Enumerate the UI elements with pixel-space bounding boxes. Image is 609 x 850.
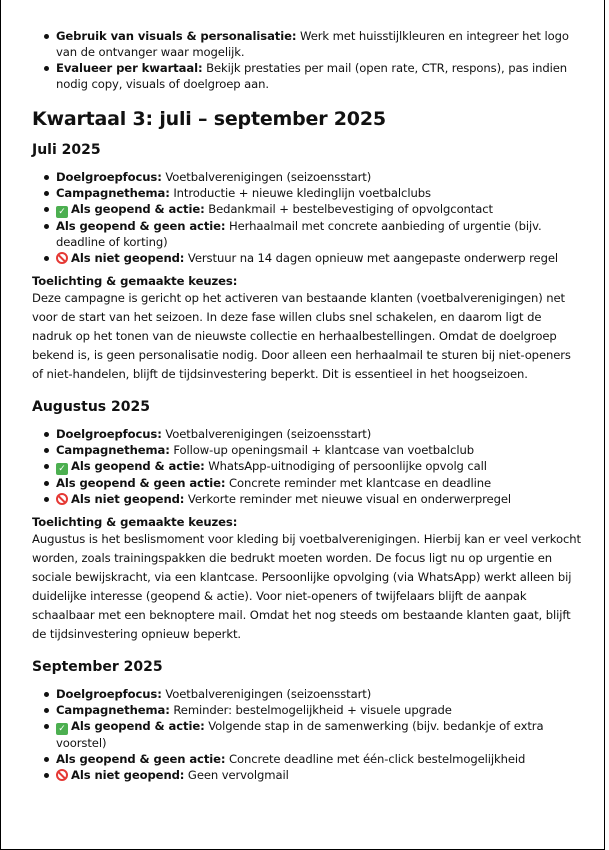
month-section-september xyxy=(32,659,584,783)
list-item: Campagnethema: Introductie + nieuwe kledinglijn voetbalclubs xyxy=(32,185,584,201)
month-heading: Juli 2025 xyxy=(32,142,101,158)
note-paragraph: Augustus is het beslismoment voor kleding bij voetbalverenigingen. Hierbij kan er veel verkocht worden, zoals trainingspakken die bedrukt moeten worden. De focus ligt nu op urgentie en sociale bewijskracht, via een klantcase. Persoonlijke opvolging (via WhatsApp) werkt alleen bij duidelijke interesse (geopend & actie). Voor niet-openers of twijfelaars blijft de aanpak schaalbaar met een beknoptere mail. Omdat het nog steeds om bestaande klanten gaat, blijft de tijdsinvestering opnieuw beperkt. xyxy=(32,532,581,641)
month-list xyxy=(32,686,584,783)
list-item: Als niet geopend: Verstuur na 14 dagen opnieuw met aangepaste onderwerp regel xyxy=(32,250,584,266)
note-paragraph: Deze campagne is gericht op het activeren van bestaande klanten (voetbalverenigingen) net voor de start van het seizoen. In deze fase willen clubs snel schakelen, en daarom ligt de nadruk op het tonen van de nieuwste collectie en herhaalbestellingen. Omdat de doelgroep bekend is, is geen personalisatie nodig. Door alleen een herhaalmail te sturen bij niet-openers of niet-handelen, blijft de tijdsinvestering beperkt. Dit is essentieel in het hoogseizoen. xyxy=(32,291,571,381)
note-heading: Toelichting & gemaakte keuzes: xyxy=(32,274,238,288)
list-item: Doelgroepfocus: Voetbalverenigingen (seizoensstart) xyxy=(32,169,584,185)
list-item: Campagnethema: Reminder: bestelmogelijkheid + visuele upgrade xyxy=(32,702,584,718)
check-icon: ✓ xyxy=(56,463,68,475)
month-heading: September 2025 xyxy=(32,659,163,675)
check-icon: ✓ xyxy=(56,723,68,735)
month-list xyxy=(32,169,584,266)
list-item: ✓ Als geopend & actie: Volgende stap in de samenwerking (bijv. bedankje of extra voorstel) xyxy=(32,718,584,751)
list-item: ✓ Als geopend & actie: Bedankmail + bestelbevestiging of opvolgcontact xyxy=(32,201,584,218)
intro-list xyxy=(32,28,584,92)
no-entry-icon xyxy=(56,769,68,781)
list-item: Doelgroepfocus: Voetbalverenigingen (seizoensstart) xyxy=(32,426,584,442)
list-item: Als niet geopend: Geen vervolgmail xyxy=(32,767,584,783)
list-item: Doelgroepfocus: Voetbalverenigingen (seizoensstart) xyxy=(32,686,584,702)
month-list xyxy=(32,426,584,507)
list-item: Als geopend & geen actie: Concrete reminder met klantcase en deadline xyxy=(32,475,584,491)
month-heading: Augustus 2025 xyxy=(32,399,150,415)
month-section-august xyxy=(32,399,584,644)
quarter-heading: Kwartaal 3: juli – september 2025 xyxy=(32,108,386,130)
list-item: ✓ Als geopend & actie: WhatsApp-uitnodiging of persoonlijke opvolg call xyxy=(32,458,584,475)
no-entry-icon xyxy=(56,252,68,264)
list-item: Evalueer per kwartaal: Bekijk prestaties per mail (open rate, CTR, respons), pas indien nodig copy, visuals of doelgroep aan. xyxy=(32,60,584,92)
month-section-july xyxy=(32,142,584,384)
note-heading: Toelichting & gemaakte keuzes: xyxy=(32,515,238,529)
list-item: Als niet geopend: Verkorte reminder met nieuwe visual en onderwerpregel xyxy=(32,491,584,507)
list-item: Gebruik van visuals & personalisatie: Werk met huisstijlkleuren en integreer het logo van de ontvanger waar mogelijk. xyxy=(32,28,584,60)
no-entry-icon xyxy=(56,493,68,505)
list-item: Als geopend & geen actie: Herhaalmail met concrete aanbieding of urgentie (bijv. deadline of korting) xyxy=(32,218,584,250)
list-item: Als geopend & geen actie: Concrete deadline met één-click bestelmogelijkheid xyxy=(32,751,584,767)
list-item: Campagnethema: Follow-up openingsmail + klantcase van voetbalclub xyxy=(32,442,584,458)
check-icon: ✓ xyxy=(56,206,68,218)
